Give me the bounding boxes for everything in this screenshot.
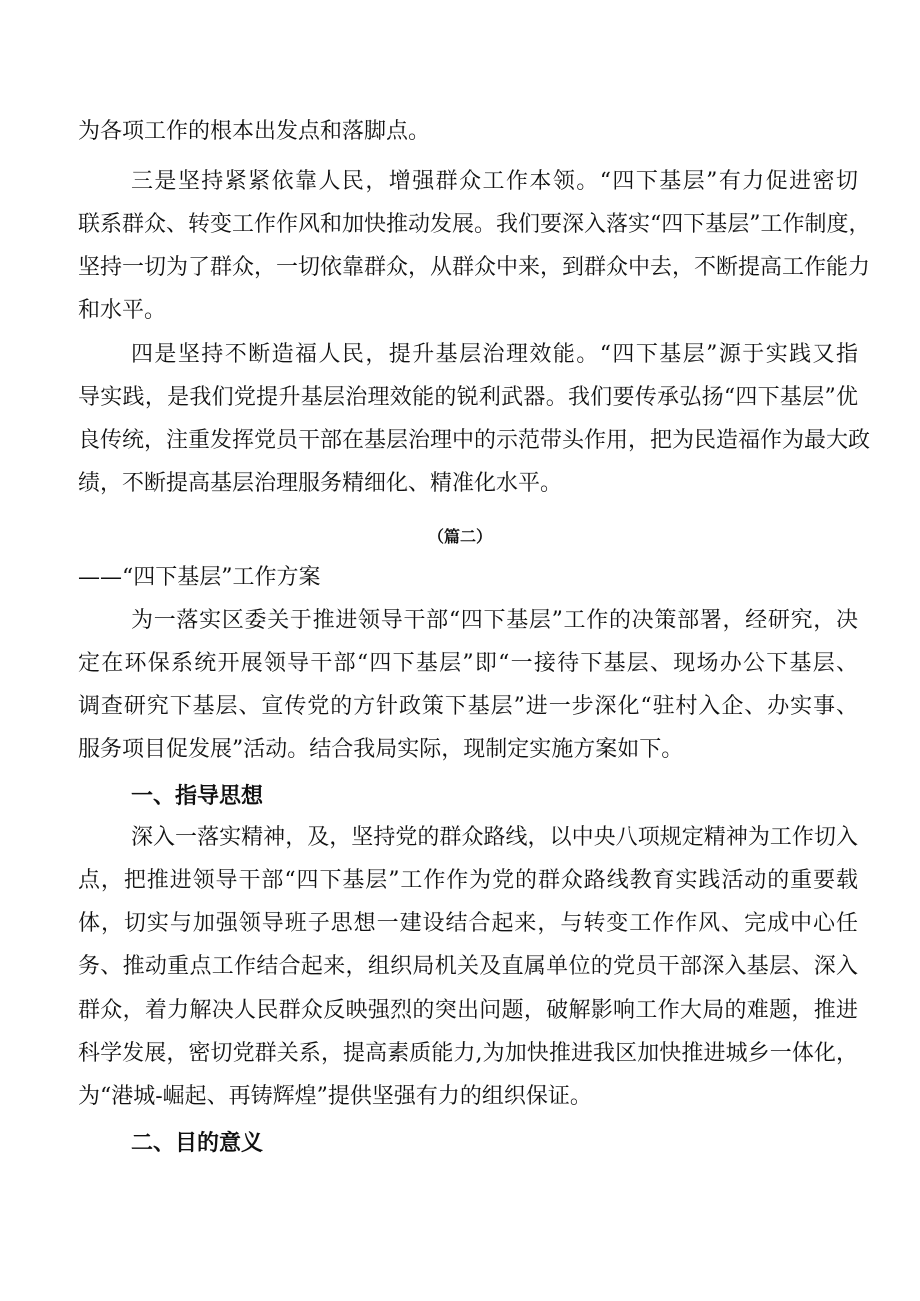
heading: 二、目的意义 xyxy=(131,1130,264,1156)
section-title: （篇二） xyxy=(427,527,492,546)
text-line: 为各项工作的根本出发点和落脚点。 xyxy=(78,119,431,144)
text-line: 良传统，注重发挥党员干部在基层治理中的示范带头作用，把为民造福作为最大政 xyxy=(78,428,871,453)
text-line: 群众，着力解决人民群众反映强烈的突出问题，破解影响工作大局的难题，推进 xyxy=(78,998,858,1023)
text-line: 调查研究下基层、宣传党的方针政策下基层”进一步深化“驻村入企、办实事、 xyxy=(78,694,858,719)
text-line: 服务项目促发展”活动。结合我局实际，现制定实施方案如下。 xyxy=(78,737,684,762)
text-line: 为“港城-崛起、再铸辉煌”提供坚强有力的组织保证。 xyxy=(78,1084,592,1109)
text-line: 联系群众、转变工作作风和加快推动发展。我们要深入落实“四下基层”工作制度， xyxy=(78,212,871,237)
text-line: 深入一落实精神，及，坚持党的群众路线，以中央八项规定精神为工作切入 xyxy=(131,825,858,850)
text-line: 三是坚持紧紧依靠人民，增强群众工作本领。“四下基层”有力促进密切 xyxy=(131,169,858,194)
text-line: 四是坚持不断造福人民，提升基层治理效能。“四下基层”源于实践又指 xyxy=(131,342,858,367)
text-line: 导实践，是我们党提升基层治理效能的锐利武器。我们要传承弘扬“四下基层”优 xyxy=(78,385,858,410)
text-line: 定在环保系统开展领导干部“四下基层”即“一接待下基层、现场办公下基层、 xyxy=(78,651,858,676)
text-line: 点，把推进领导干部“四下基层”工作作为党的群众路线教育实践活动的重要载 xyxy=(78,868,858,893)
text-line: 科学发展，密切党群关系，提高素质能力,为加快推进我区加快推进城乡一体化， xyxy=(78,1041,858,1066)
text-line: 和水平。 xyxy=(78,298,167,323)
text-line: 务、推动重点工作结合起来，组织局机关及直属单位的党员干部深入基层、深入 xyxy=(78,954,858,979)
text-line: 绩，不断提高基层治理服务精细化、精准化水平。 xyxy=(78,471,563,496)
text-line: 坚持一切为了群众，一切依靠群众，从群众中来，到群众中去，不断提高工作能力 xyxy=(78,255,871,280)
text-line: 体，切实与加强领导班子思想一建设结合起来，与转变工作作风、完成中心任 xyxy=(78,911,858,936)
heading: 一、指导思想 xyxy=(131,783,264,809)
subtitle: ——“四下基层”工作方案 xyxy=(78,565,321,590)
text-line: 为一落实区委关于推进领导干部“四下基层”工作的决策部署，经研究，决 xyxy=(131,608,858,633)
